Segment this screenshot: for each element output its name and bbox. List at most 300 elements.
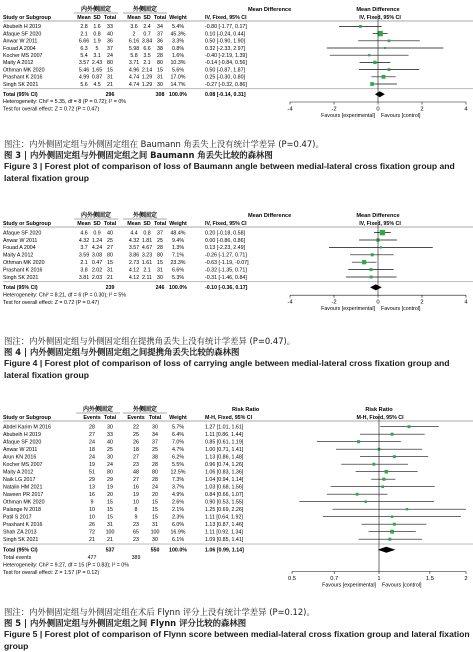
study-name: Othman MK 2020 (3, 260, 45, 266)
study-cell: 34 (157, 24, 163, 31)
study-cell: 10 (89, 507, 95, 513)
study-cell: 31 (107, 522, 113, 528)
study-cell: 26 (133, 439, 139, 446)
study-cell: 8 (134, 507, 138, 513)
weight-box (390, 530, 394, 534)
study-cell: 1.11 [0.92, 1.34] (205, 529, 243, 536)
column-header: IV, Fixed, 95% CI (359, 221, 401, 227)
study-cell: 23 (133, 462, 139, 468)
study-cell: 4.96 (128, 67, 140, 74)
study-cell: 30 (107, 454, 113, 461)
study-name: Fouad A 2004 (3, 45, 36, 52)
study-cell: 24 (152, 484, 158, 491)
study-cell: 4.7% (171, 447, 185, 453)
column-header: Mean (127, 15, 141, 21)
weight-box (370, 82, 374, 86)
study-cell: 25 (107, 447, 113, 453)
column-header: Weight (169, 15, 187, 21)
study-cell: 24 (107, 462, 113, 468)
study-cell: 1.11 [0.64, 1.92] (205, 514, 243, 521)
study-cell: 1.13 [0.86, 1.48] (205, 454, 244, 461)
weight-box (368, 54, 370, 56)
study-cell: -0.32 [-1.35, 0.71] (205, 267, 247, 274)
x-tick-label: 0.7 (330, 576, 339, 582)
study-name: Singh SK 2021 (3, 537, 39, 543)
x-tick-label: -2 (331, 299, 337, 306)
study-cell: 30 (157, 81, 163, 88)
study-cell: 3.5 (143, 53, 151, 59)
study-cell: 5.6 (80, 81, 88, 88)
column-header: Events (127, 415, 145, 421)
column-header: Weight (169, 415, 187, 421)
total-ci: 0.08 [-0.14, 0.31] (205, 92, 246, 98)
study-cell: 10 (89, 514, 95, 521)
study-cell: 0.13 [-2.23, 2.49] (205, 245, 246, 252)
study-cell: 1.03 [0.68, 1.56] (205, 484, 244, 491)
column-header: Mean (127, 221, 141, 227)
study-cell: 2.1 (143, 60, 151, 67)
study-cell: 30 (152, 537, 158, 543)
study-cell: 2.4 (143, 24, 151, 31)
study-name: Afaque SF 2020 (3, 439, 42, 446)
study-cell: 28 (152, 462, 158, 468)
study-cell: 48.4% (170, 230, 186, 237)
study-cell: 80 (157, 252, 163, 259)
x-tick-label: -4 (287, 299, 293, 306)
study-cell: 1.06 [0.83, 1.36] (205, 469, 244, 476)
study-cell: 1.65 (91, 67, 103, 74)
study-name: Abdel Karim M 2016 (3, 424, 51, 431)
study-cell: 2.1% (171, 507, 185, 513)
weight-box (391, 433, 394, 436)
study-cell: 18 (133, 447, 139, 453)
study-cell: 6.4% (171, 432, 185, 438)
column-header: Total (103, 415, 117, 421)
study-cell: 15 (157, 260, 163, 266)
study-cell: 100 (150, 529, 160, 536)
study-cell: 15 (107, 514, 113, 521)
study-cell: -0.14 [-0.84, 0.56] (205, 60, 247, 67)
study-cell: 80 (107, 252, 113, 259)
x-tick-label: 0 (376, 299, 380, 306)
study-cell: 4.9% (171, 492, 185, 498)
study-cell: 16 (89, 492, 95, 498)
study-cell: 4.6 (80, 230, 88, 237)
study-cell: 0.85 [0.61, 1.19] (205, 439, 244, 446)
figure-4-note-cn: 图注：内外侧固定组与外侧固定组在提携角丢失上没有统计学差异 (P=0.47)。 (4, 336, 296, 346)
study-cell: 15 (152, 514, 158, 521)
study-cell: 6.6 (143, 45, 151, 52)
study-name: Maity A 2012 (3, 252, 34, 259)
weight-box (362, 260, 366, 264)
column-header: M-H, Fixed, 95% CI (205, 415, 253, 421)
study-name: Afaque SF 2020 (3, 31, 42, 38)
x-tick-label: 4 (464, 106, 468, 113)
study-cell: 4.5 (93, 81, 101, 88)
effect-header-right: Mean Difference (356, 7, 400, 13)
study-cell: 30 (107, 424, 113, 431)
study-cell: 1.9 (93, 38, 101, 45)
study-cell: 0.00 [-0.86, 0.86] (205, 237, 246, 244)
study-cell: 37 (152, 439, 158, 446)
total-label: Total (95% CI) (3, 547, 38, 554)
x-tick-label: 1.5 (425, 576, 434, 582)
study-cell: 1.25 [0.69, 2.26] (205, 507, 244, 513)
study-cell: -0.27 [-0.32, 0.86] (205, 81, 247, 88)
study-cell: -0.26 [-1.27, 0.71] (205, 252, 247, 259)
figure-5-title-en: Figure 5 | Forest plot of comparison of Flynn score between medial-lateral cross fixation group and lateral fixation group (4, 629, 470, 651)
study-cell: 25 (152, 447, 158, 453)
study-cell: 3.57 (128, 245, 140, 252)
study-cell: 2.02 (91, 267, 103, 274)
study-cell: 5.4% (171, 24, 185, 31)
study-cell: 36 (157, 38, 163, 45)
study-cell: 31 (107, 74, 113, 81)
study-cell: 6.3 (80, 45, 88, 52)
x-tick-label: 2 (420, 299, 424, 306)
study-cell: 9 (134, 514, 138, 521)
weight-box (391, 515, 393, 517)
column-header: IV, Fixed, 95% CI (359, 15, 401, 21)
study-cell: 13 (89, 484, 95, 491)
study-cell: 29 (89, 477, 95, 483)
total-n2: 246 (155, 285, 165, 292)
weight-box (388, 68, 391, 71)
study-cell: 19 (133, 492, 139, 498)
study-cell: 27 (89, 432, 95, 438)
weight-box (406, 508, 408, 510)
x-tick-label: -2 (331, 106, 337, 113)
column-header: SD (143, 15, 151, 21)
study-cell: 2.73 (128, 260, 140, 266)
study-cell: 6.66 (78, 38, 90, 45)
study-cell: 25 (157, 237, 163, 244)
study-cell: 2.14 (141, 67, 153, 74)
study-cell: 80 (157, 60, 163, 67)
weight-box (393, 455, 396, 458)
group2-header: 外侧固定 (132, 213, 158, 219)
study-cell: 26 (89, 522, 95, 528)
study-cell: 4.74 (128, 74, 140, 81)
study-cell: 1.29 (141, 74, 153, 81)
column-header: Study or Subgroup (3, 15, 51, 21)
study-cell: 0.8 (143, 230, 151, 237)
study-cell: 4.12 (128, 267, 140, 274)
column-header: Total (153, 15, 167, 21)
weight-box (359, 25, 362, 28)
study-cell: -0.40 [-2.19, 1.39] (205, 53, 247, 59)
study-cell: 27 (133, 454, 139, 461)
study-cell: 6.1% (171, 537, 185, 543)
study-cell: 7.1% (171, 252, 185, 259)
study-cell: 27 (107, 245, 113, 252)
weight-box (371, 253, 374, 256)
study-cell: 0.47 (91, 260, 103, 266)
study-name: Maity A 2012 (3, 60, 34, 67)
figure-3-caption (4, 139, 470, 184)
study-name: Anwar W 2011 (3, 447, 38, 453)
study-cell: 4.32 (78, 237, 90, 244)
study-name: Fouad A 2004 (3, 245, 36, 252)
study-cell: 4.24 (91, 245, 103, 252)
weight-box (369, 268, 372, 271)
study-name: Afaque SF 2020 (3, 230, 42, 237)
effect-header-right: Mean Difference (356, 213, 400, 219)
figure-4-caption (4, 336, 470, 381)
total-label: Total (95% CI) (3, 285, 38, 292)
summary-diamond (378, 547, 396, 553)
forest-plot-flynn (0, 404, 473, 604)
study-cell: 9.4% (171, 237, 185, 244)
column-header: SD (93, 221, 101, 227)
weight-box (370, 276, 373, 279)
group1-header: 内外侧固定 (80, 7, 112, 13)
study-cell: 48 (133, 469, 139, 476)
column-header: Mean (77, 15, 91, 21)
study-cell: 31 (157, 267, 163, 274)
study-cell: 15 (107, 260, 113, 266)
study-cell: 34 (152, 432, 158, 438)
study-cell: 1.27 [1.01, 1.61] (205, 424, 244, 431)
study-cell: 21 (89, 537, 95, 543)
study-cell: 18 (89, 447, 95, 453)
weight-box (380, 246, 382, 248)
study-cell: 1.24 (91, 237, 103, 244)
study-cell: 45.3% (170, 31, 186, 38)
study-cell: 3.23 (141, 252, 153, 259)
figure-3-title-cn: 图 3 | 内外侧固定组与外侧固定组之间 Baumann 角丢失比较的森林图 (4, 150, 273, 160)
study-cell: 3.59 (78, 252, 90, 259)
study-cell: 28 (157, 53, 163, 59)
study-cell: 7.3% (171, 477, 185, 483)
total-n1: 537 (105, 547, 115, 554)
weight-box (380, 230, 385, 235)
study-cell: 16 (133, 484, 139, 491)
study-cell: 1.61 (141, 260, 153, 266)
weight-box (408, 425, 411, 428)
study-cell: 37 (157, 31, 163, 38)
study-name: Abubeih H 2019 (3, 432, 41, 438)
overall-effect: Test for overall effect: Z = 1.57 (P = 0.12) (3, 570, 100, 576)
study-cell: 1.04 [0.94, 1.14] (205, 477, 244, 483)
overall-effect: Test for overall effect: Z = 0.72 (P = 0.47) (3, 106, 100, 113)
study-cell: 80 (107, 60, 113, 67)
study-cell: 0.7 (143, 31, 151, 38)
study-cell: 28 (89, 424, 95, 431)
study-cell: 30 (152, 424, 158, 431)
study-cell: 65 (133, 529, 139, 536)
study-cell: 22 (133, 424, 139, 431)
study-cell: 2.11 (142, 274, 152, 281)
study-cell: 0.50 [-0.87, 1.87] (205, 67, 246, 74)
study-cell: 23.3% (170, 260, 186, 266)
study-cell: 7.0% (171, 439, 185, 446)
column-header: Total (153, 221, 167, 227)
study-cell: 17.0% (170, 74, 186, 81)
study-cell: 29 (107, 477, 113, 483)
study-cell: 2.3% (171, 514, 185, 521)
column-header: SD (93, 15, 101, 21)
study-cell: 16.9% (170, 529, 186, 536)
study-cell: 0.8 (93, 31, 101, 38)
study-cell: 2.6% (171, 499, 185, 506)
study-cell: 12.5% (170, 469, 186, 476)
total-ci: 1.06 [0.99, 1.14] (205, 547, 244, 554)
column-header: Total (148, 415, 162, 421)
study-cell: 37 (107, 45, 113, 52)
favours-left: Favours [experimental] (322, 582, 376, 589)
study-cell: 0.9 (93, 230, 101, 237)
study-cell: 25 (107, 237, 113, 244)
column-header: Total (103, 15, 117, 21)
favours-right: Favours [control] (381, 113, 421, 119)
study-cell: 19 (89, 462, 95, 468)
study-cell: 5.6% (171, 67, 185, 74)
column-header: Study or Subgroup (3, 221, 51, 227)
study-cell: 33 (107, 24, 113, 31)
effect-header: Risk Ratio (232, 407, 260, 413)
study-cell: 5 (95, 45, 99, 52)
study-name: Singh SK 2021 (3, 81, 39, 88)
study-name: Othman MK 2020 (3, 499, 45, 506)
total-events-1: 477 (87, 555, 97, 561)
study-cell: 1.81 (141, 237, 153, 244)
study-cell: 40 (107, 439, 113, 446)
study-cell: 10 (133, 499, 139, 506)
group2-header: 外侧固定 (132, 407, 158, 413)
study-cell: 14.7% (170, 81, 186, 88)
study-cell: 24 (89, 439, 95, 446)
column-header: SD (143, 221, 151, 227)
study-cell: 21 (107, 537, 113, 543)
study-cell: 5.5% (171, 462, 185, 468)
weight-box (388, 538, 391, 541)
study-cell: 0.90 [0.53, 1.55] (205, 499, 244, 506)
study-cell: 72 (89, 529, 95, 536)
study-cell: 6.0% (171, 522, 185, 528)
study-cell: 10.3% (170, 60, 186, 67)
study-name: Naveen PR 2017 (3, 492, 44, 498)
total-weight: 100.0% (169, 92, 187, 98)
study-name: Natalin HM 2021 (3, 484, 43, 491)
study-cell: 2.03 (91, 274, 103, 281)
column-header: Weight (169, 221, 187, 227)
study-cell: 4.32 (128, 237, 140, 244)
study-cell: 0.87 (91, 74, 103, 81)
study-cell: 3.1 (93, 53, 101, 59)
study-cell: 3.7% (171, 484, 185, 491)
study-cell: 15 (157, 67, 163, 74)
study-name: Arun KN 2016 (3, 454, 37, 461)
total-weight: 100.0% (169, 547, 187, 554)
study-cell: -0.31 [-1.46, 0.84] (205, 274, 247, 281)
figure-4-title-cn: 图 4 | 内外侧固定组与外侧固定组之间提携角丢失比较的森林图 (4, 347, 240, 357)
study-cell: 31 (152, 522, 158, 528)
weight-box (382, 75, 386, 79)
figure-4-title-en: Figure 4 | Forest plot of comparison of loss of carrying angle between medial-lateral cross fixation group and lateral fixation group (4, 358, 450, 380)
weight-box (382, 478, 385, 481)
figure-5-caption (4, 607, 470, 652)
group1-header: 内外侧固定 (80, 213, 112, 219)
study-cell: 24 (89, 454, 95, 461)
study-cell: 15 (152, 499, 158, 506)
study-cell: 5.7% (171, 424, 185, 431)
study-cell: 2.8 (80, 24, 88, 31)
study-cell: 0.50 [-0.90, 1.90] (205, 38, 246, 45)
study-cell: 23 (133, 537, 139, 543)
column-header: IV, Fixed, 95% CI (205, 15, 247, 21)
forest-plot-baumann (0, 4, 473, 138)
study-cell: 37 (157, 230, 163, 237)
study-cell: 0.10 [-0.24, 0.44] (205, 31, 246, 38)
study-cell: 3.57 (78, 60, 90, 67)
forest-plot-carrying-angle (0, 210, 473, 332)
group1-header: 内外侧固定 (82, 407, 114, 413)
study-cell: 0.25 [-0.30, 0.80] (205, 74, 246, 81)
study-cell: 28 (152, 477, 158, 483)
study-name: Singh SK 2021 (3, 274, 39, 281)
study-cell: 5.46 (78, 67, 90, 74)
x-tick-label: 0 (376, 106, 380, 113)
heterogeneity: Heterogeneity: Chi² = 9.27, df = 15 (P = 0.83); I² = 0% (3, 562, 129, 569)
figure-5-note-cn: 图注：内外侧固定组与外侧固定组在术后 Flynn 评分上没有统计学差异 (P=0.12)。 (4, 607, 315, 617)
effect-header: Mean Difference (248, 213, 292, 219)
total-events-2: 389 (131, 555, 141, 561)
column-header: IV, Fixed, 95% CI (205, 221, 247, 227)
study-cell: 1.09 [0.85, 1.41] (205, 537, 244, 543)
study-name: Maity A 2012 (3, 469, 34, 476)
study-cell: 3.71 (128, 60, 140, 67)
study-cell: 5.3% (171, 274, 185, 281)
weight-box (373, 61, 376, 64)
study-cell: 20 (107, 492, 113, 498)
study-cell: 15 (107, 67, 113, 74)
x-tick-label: -4 (287, 106, 293, 113)
study-cell: 9 (90, 499, 94, 506)
x-tick-label: 2 (420, 106, 424, 113)
study-cell: 80 (152, 469, 158, 476)
x-tick-label: 4 (464, 299, 468, 306)
study-name: Kocher MS 2007 (3, 53, 43, 59)
column-header: Events (83, 415, 101, 421)
column-header: Study or Subgroup (3, 415, 51, 421)
study-name: Prashant K 2016 (3, 522, 43, 528)
study-name: Anwar W 2011 (3, 237, 38, 244)
weight-box (365, 500, 367, 502)
weight-box (356, 493, 359, 496)
study-cell: 0.20 [-0.18, 0.58] (205, 230, 246, 237)
study-cell: 25 (133, 432, 139, 438)
study-cell: 2.43 (91, 60, 103, 67)
total-n1: 296 (105, 92, 115, 98)
summary-diamond (370, 284, 382, 290)
total-ci: -0.10 [-0.36, 0.17] (205, 285, 248, 292)
study-cell: 36 (107, 38, 113, 45)
study-cell: 38 (152, 454, 158, 461)
study-cell: 0.96 [0.74, 1.26] (205, 462, 244, 468)
study-cell: 2 (132, 31, 136, 38)
study-name: Abubeih H 2019 (3, 24, 41, 31)
weight-box (372, 463, 375, 466)
study-cell: 3.3% (171, 38, 185, 45)
study-cell: -0.80 [-1.77, 0.17] (205, 24, 247, 31)
weight-box (378, 31, 383, 36)
study-cell: 1.13 [0.87, 1.46] (205, 522, 244, 528)
total-label: Total (95% CI) (3, 92, 38, 98)
study-cell: 6.2% (171, 454, 185, 461)
study-cell: 2.1 (80, 260, 88, 266)
weight-box (393, 523, 396, 526)
